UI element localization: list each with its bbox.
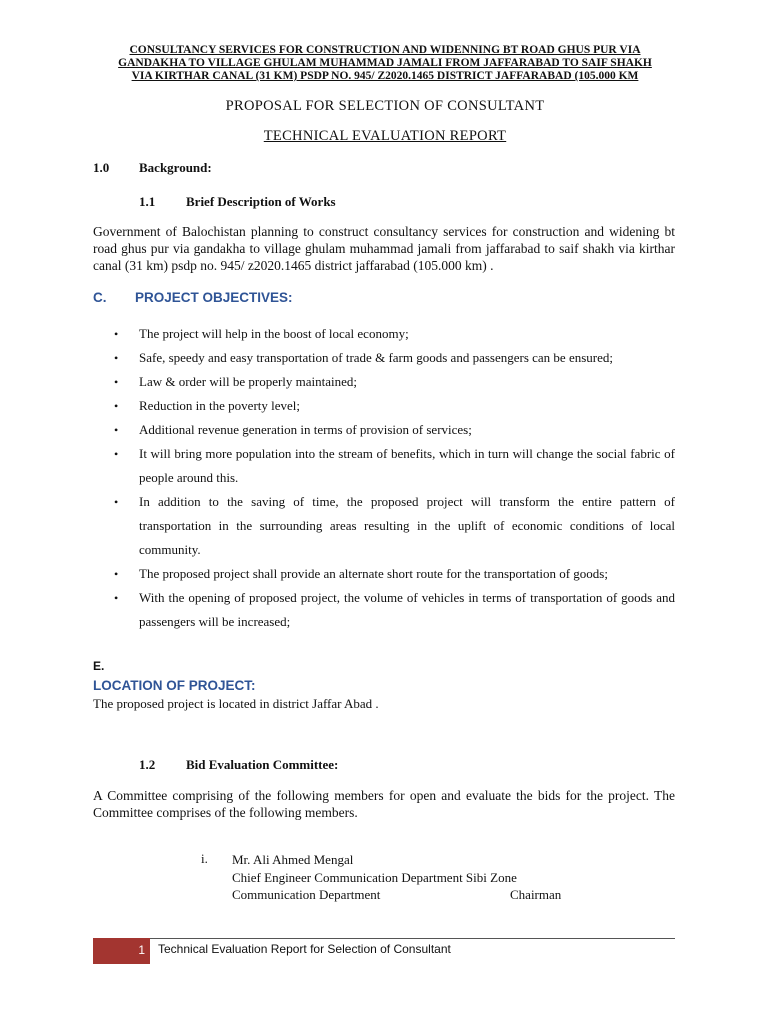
committee-description-text: A Committee comprising of the following members for open and evaluate the bids for the project. The Committee comprises of the following members. (93, 788, 675, 820)
member-title: Chief Engineer Communication Department Sibi Zone (232, 869, 517, 885)
document-header (90, 44, 680, 83)
section-number-brief: 1.1 (139, 194, 156, 209)
location-text: The proposed project is located in district Jaffar Abad . (93, 696, 379, 711)
list-item: • In addition to the saving of time, the proposed project will transform the entire pattern of transportation in the surrounding areas resulting in the uplift of economic conditions of local community. (93, 490, 675, 562)
bullet-icon: • (114, 447, 119, 461)
list-item: • Reduction in the poverty level; (93, 394, 675, 418)
section-heading-brief: Brief Description of Works (186, 194, 336, 209)
member-dept-row (232, 886, 632, 904)
section-heading-background: Background: (139, 160, 212, 175)
member-numeral: i. (201, 851, 208, 866)
objectives-heading: PROJECT OBJECTIVES: (135, 290, 293, 305)
page-number: 1 (138, 943, 145, 957)
footer-divider (93, 938, 675, 939)
list-item: • Law & order will be properly maintained; (93, 370, 675, 394)
list-item: • Safe, speedy and easy transportation of trade & farm goods and passengers can be ensured; (93, 346, 675, 370)
member-role: Chairman (510, 887, 562, 902)
location-heading: LOCATION OF PROJECT: (93, 678, 256, 693)
section-heading-committee: Bid Evaluation Committee: (186, 757, 339, 772)
objectives-list (93, 322, 675, 634)
bullet-icon: • (114, 351, 119, 365)
section-number-committee: 1.2 (139, 757, 156, 772)
bullet-icon: • (114, 495, 119, 509)
objectives-letter: C. (93, 290, 107, 305)
header-line-3: VIA KIRTHAR CANAL (31 KM) PSDP NO. 945/ Z2020.1465 DISTRICT JAFFARABAD (105.000 KM (131, 70, 639, 82)
list-item: • It will bring more population into the stream of benefits, which in turn will change the social fabric of people around this. (93, 442, 675, 490)
proposal-title: PROPOSAL FOR SELECTION OF CONSULTANT (225, 98, 545, 114)
committee-member (232, 851, 632, 904)
list-item: • The proposed project shall provide an alternate short route for the transportation of goods; (93, 562, 675, 586)
header-line-1: CONSULTANCY SERVICES FOR CONSTRUCTION AND WIDENNING BT ROAD GHUS PUR VIA (129, 44, 641, 56)
report-title: TECHNICAL EVALUATION REPORT (263, 128, 507, 144)
header-line-2: GANDAKHA TO VILLAGE GHULAM MUHAMMAD JAMALI FROM JAFFARABAD TO SAIF SHAKH (118, 57, 652, 69)
member-dept: Communication Department (232, 887, 381, 902)
bullet-icon: • (114, 375, 119, 389)
bullet-icon: • (114, 591, 119, 605)
bullet-icon: • (114, 327, 119, 341)
list-item: • Additional revenue generation in terms of provision of services; (93, 418, 675, 442)
location-letter: E. (93, 659, 105, 673)
section-number-background: 1.0 (93, 160, 110, 175)
bullet-icon: • (114, 399, 119, 413)
list-item: • The project will help in the boost of local economy; (93, 322, 675, 346)
list-item: • With the opening of proposed project, the volume of vehicles in terms of transportation of goods and passengers will be increased; (93, 586, 675, 634)
bullet-icon: • (114, 567, 119, 581)
bullet-icon: • (114, 423, 119, 437)
member-name: Mr. Ali Ahmed Mengal (232, 852, 354, 867)
footer-text: Technical Evaluation Report for Selection of Consultant (158, 942, 451, 956)
brief-description-text: Government of Balochistan planning to construct consultancy services for construction and widening bt road ghus pur via gandakha to village ghulam muhammad jamali from jaffarabad to saif shakh via kirthar canal (31 km) psdp no. 945/ z2020.1465 district jaffarabad (105.000 km) . (93, 224, 675, 273)
